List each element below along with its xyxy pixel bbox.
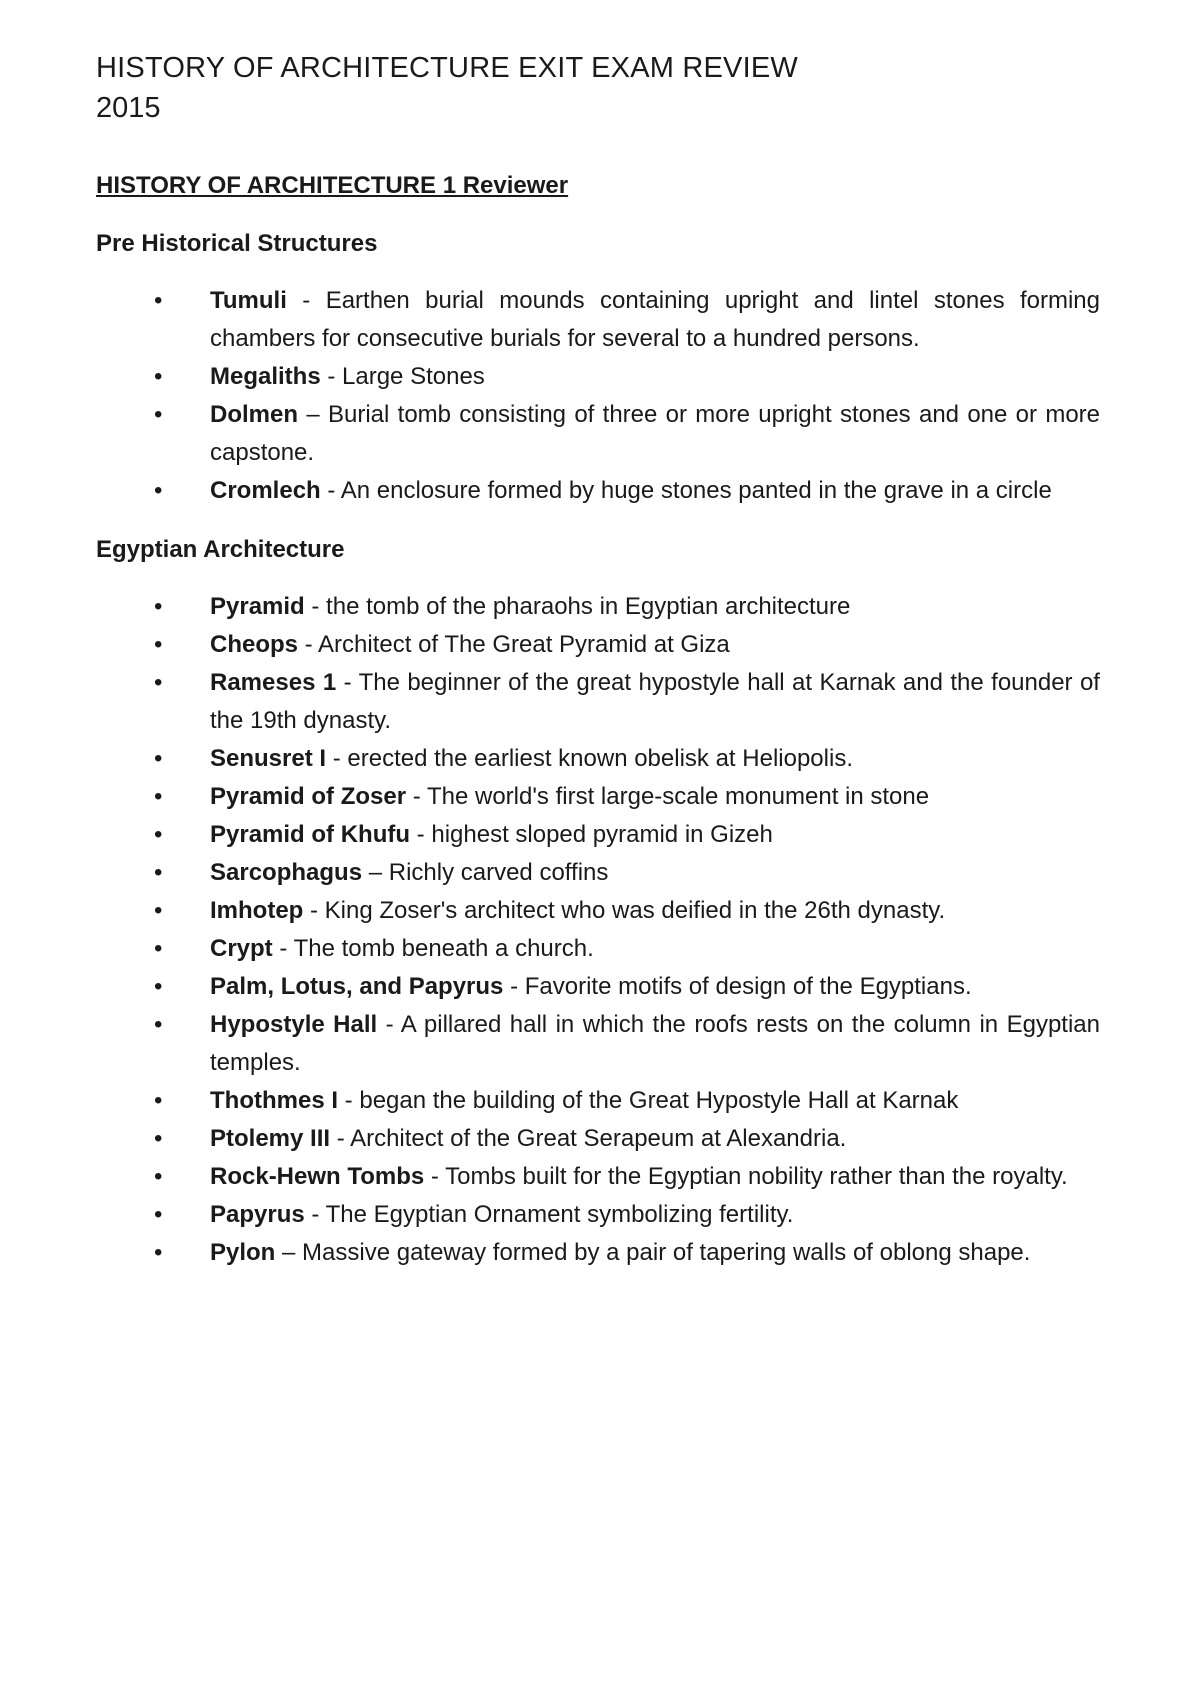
- term: Palm, Lotus, and Papyrus: [210, 973, 504, 1000]
- term: Hypostyle Hall: [210, 1011, 378, 1038]
- list-item: • Pyramid of Khufu - highest sloped pyramid in Gizeh: [96, 816, 1100, 854]
- term: Rock-Hewn Tombs: [210, 1163, 425, 1190]
- term: Megaliths: [210, 363, 321, 390]
- list-item: • Sarcophagus – Richly carved coffins: [96, 854, 1100, 892]
- definition: The Egyptian Ornament symbolizing fertility.: [325, 1201, 794, 1228]
- term: Ptolemy III: [210, 1125, 331, 1152]
- definition: highest sloped pyramid in Gizeh: [431, 821, 773, 848]
- list-item: • Cheops - Architect of The Great Pyramid at Giza: [96, 626, 1100, 664]
- definition: An enclosure formed by huge stones panted in the grave in a circle: [340, 477, 1052, 504]
- document-year: 2015: [96, 92, 161, 124]
- term: Cromlech: [210, 477, 321, 504]
- list-item: • Pyramid - the tomb of the pharaohs in Egyptian architecture: [96, 588, 1100, 626]
- definition: The world's first large-scale monument in stone: [426, 783, 930, 810]
- list-item: • Rock-Hewn Tombs - Tombs built for the Egyptian nobility rather than the royalty.: [96, 1158, 1100, 1196]
- definition: Tombs built for the Egyptian nobility rather than the royalty.: [445, 1163, 1068, 1190]
- list-item: • Crypt - The tomb beneath a church.: [96, 930, 1100, 968]
- term: Pyramid of Khufu: [210, 821, 411, 848]
- term: Pyramid of Zoser: [210, 783, 407, 810]
- definition: A pillared hall in which the roofs rests on the column in Egyptian temples.: [210, 1011, 1100, 1076]
- term: Cheops: [210, 631, 299, 658]
- list-item: • Ptolemy III - Architect of the Great Serapeum at Alexandria.: [96, 1120, 1100, 1158]
- list-item: • Pylon – Massive gateway formed by a pair of tapering walls of oblong shape.: [96, 1234, 1100, 1272]
- list-item: • Pyramid of Zoser - The world's first large-scale monument in stone: [96, 778, 1100, 816]
- definition: began the building of the Great Hypostyle Hall at Karnak: [359, 1087, 959, 1114]
- list-item: • Tumuli - Earthen burial mounds containing upright and lintel stones forming chambers for consecutive burials for several to a hundred persons.: [96, 282, 1100, 358]
- definition: the tomb of the pharaohs in Egyptian architecture: [326, 593, 851, 620]
- reviewer-title: HISTORY OF ARCHITECTURE 1 Reviewer: [96, 172, 569, 199]
- list-item: • Senusret I - erected the earliest known obelisk at Heliopolis.: [96, 740, 1100, 778]
- term: Sarcophagus: [210, 859, 363, 886]
- list-item: • Hypostyle Hall - A pillared hall in which the roofs rests on the column in Egyptian temples.: [96, 1006, 1100, 1082]
- egyptian-term-list: [96, 588, 1100, 1272]
- definition: erected the earliest known obelisk at Heliopolis.: [347, 745, 853, 772]
- list-item: • Cromlech - An enclosure formed by huge stones panted in the grave in a circle: [96, 472, 1100, 510]
- list-item: • Megaliths - Large Stones: [96, 358, 1100, 396]
- definition: Favorite motifs of design of the Egyptians.: [524, 973, 972, 1000]
- term: Dolmen: [210, 401, 299, 428]
- list-item: • Dolmen – Burial tomb consisting of three or more upright stones and one or more capstone.: [96, 396, 1100, 472]
- term: Rameses 1: [210, 669, 337, 696]
- list-item: • Rameses 1 - The beginner of the great hypostyle hall at Karnak and the founder of the 19th dynasty.: [96, 664, 1100, 740]
- term: Tumuli: [210, 287, 287, 314]
- definition: Burial tomb consisting of three or more upright stones and one or more capstone.: [210, 401, 1101, 466]
- section-heading-prehistoric: Pre Historical Structures: [96, 230, 378, 257]
- term: Pylon: [210, 1239, 276, 1266]
- list-item: • Thothmes I - began the building of the Great Hypostyle Hall at Karnak: [96, 1082, 1100, 1120]
- definition: Massive gateway formed by a pair of tapering walls of oblong shape.: [302, 1239, 1031, 1266]
- list-item: • Palm, Lotus, and Papyrus - Favorite motifs of design of the Egyptians.: [96, 968, 1100, 1006]
- definition: Architect of The Great Pyramid at Giza: [318, 631, 730, 658]
- term: Senusret I: [210, 745, 327, 772]
- definition: Architect of the Great Serapeum at Alexandria.: [350, 1125, 847, 1152]
- prehistoric-term-list: [96, 282, 1100, 510]
- document-title: HISTORY OF ARCHITECTURE EXIT EXAM REVIEW: [96, 52, 798, 84]
- term: Papyrus: [210, 1201, 305, 1228]
- definition: Richly carved coffins: [388, 859, 609, 886]
- list-item: • Papyrus - The Egyptian Ornament symbolizing fertility.: [96, 1196, 1100, 1234]
- definition: The beginner of the great hypostyle hall at Karnak and the founder of the 19th dynasty.: [210, 669, 1100, 734]
- term: Pyramid: [210, 593, 305, 620]
- section-heading-egyptian: Egyptian Architecture: [96, 536, 345, 563]
- definition: Earthen burial mounds containing upright and lintel stones forming chambers for consecutive burials for several to a hundred persons.: [210, 287, 1101, 352]
- definition: King Zoser's architect who was deified in the 26th dynasty.: [324, 897, 946, 924]
- list-item: • Imhotep - King Zoser's architect who was deified in the 26th dynasty.: [96, 892, 1100, 930]
- definition: The tomb beneath a church.: [293, 935, 594, 962]
- term: Imhotep: [210, 897, 304, 924]
- definition: Large Stones: [342, 363, 485, 390]
- term: Crypt: [210, 935, 273, 962]
- term: Thothmes I: [210, 1087, 339, 1114]
